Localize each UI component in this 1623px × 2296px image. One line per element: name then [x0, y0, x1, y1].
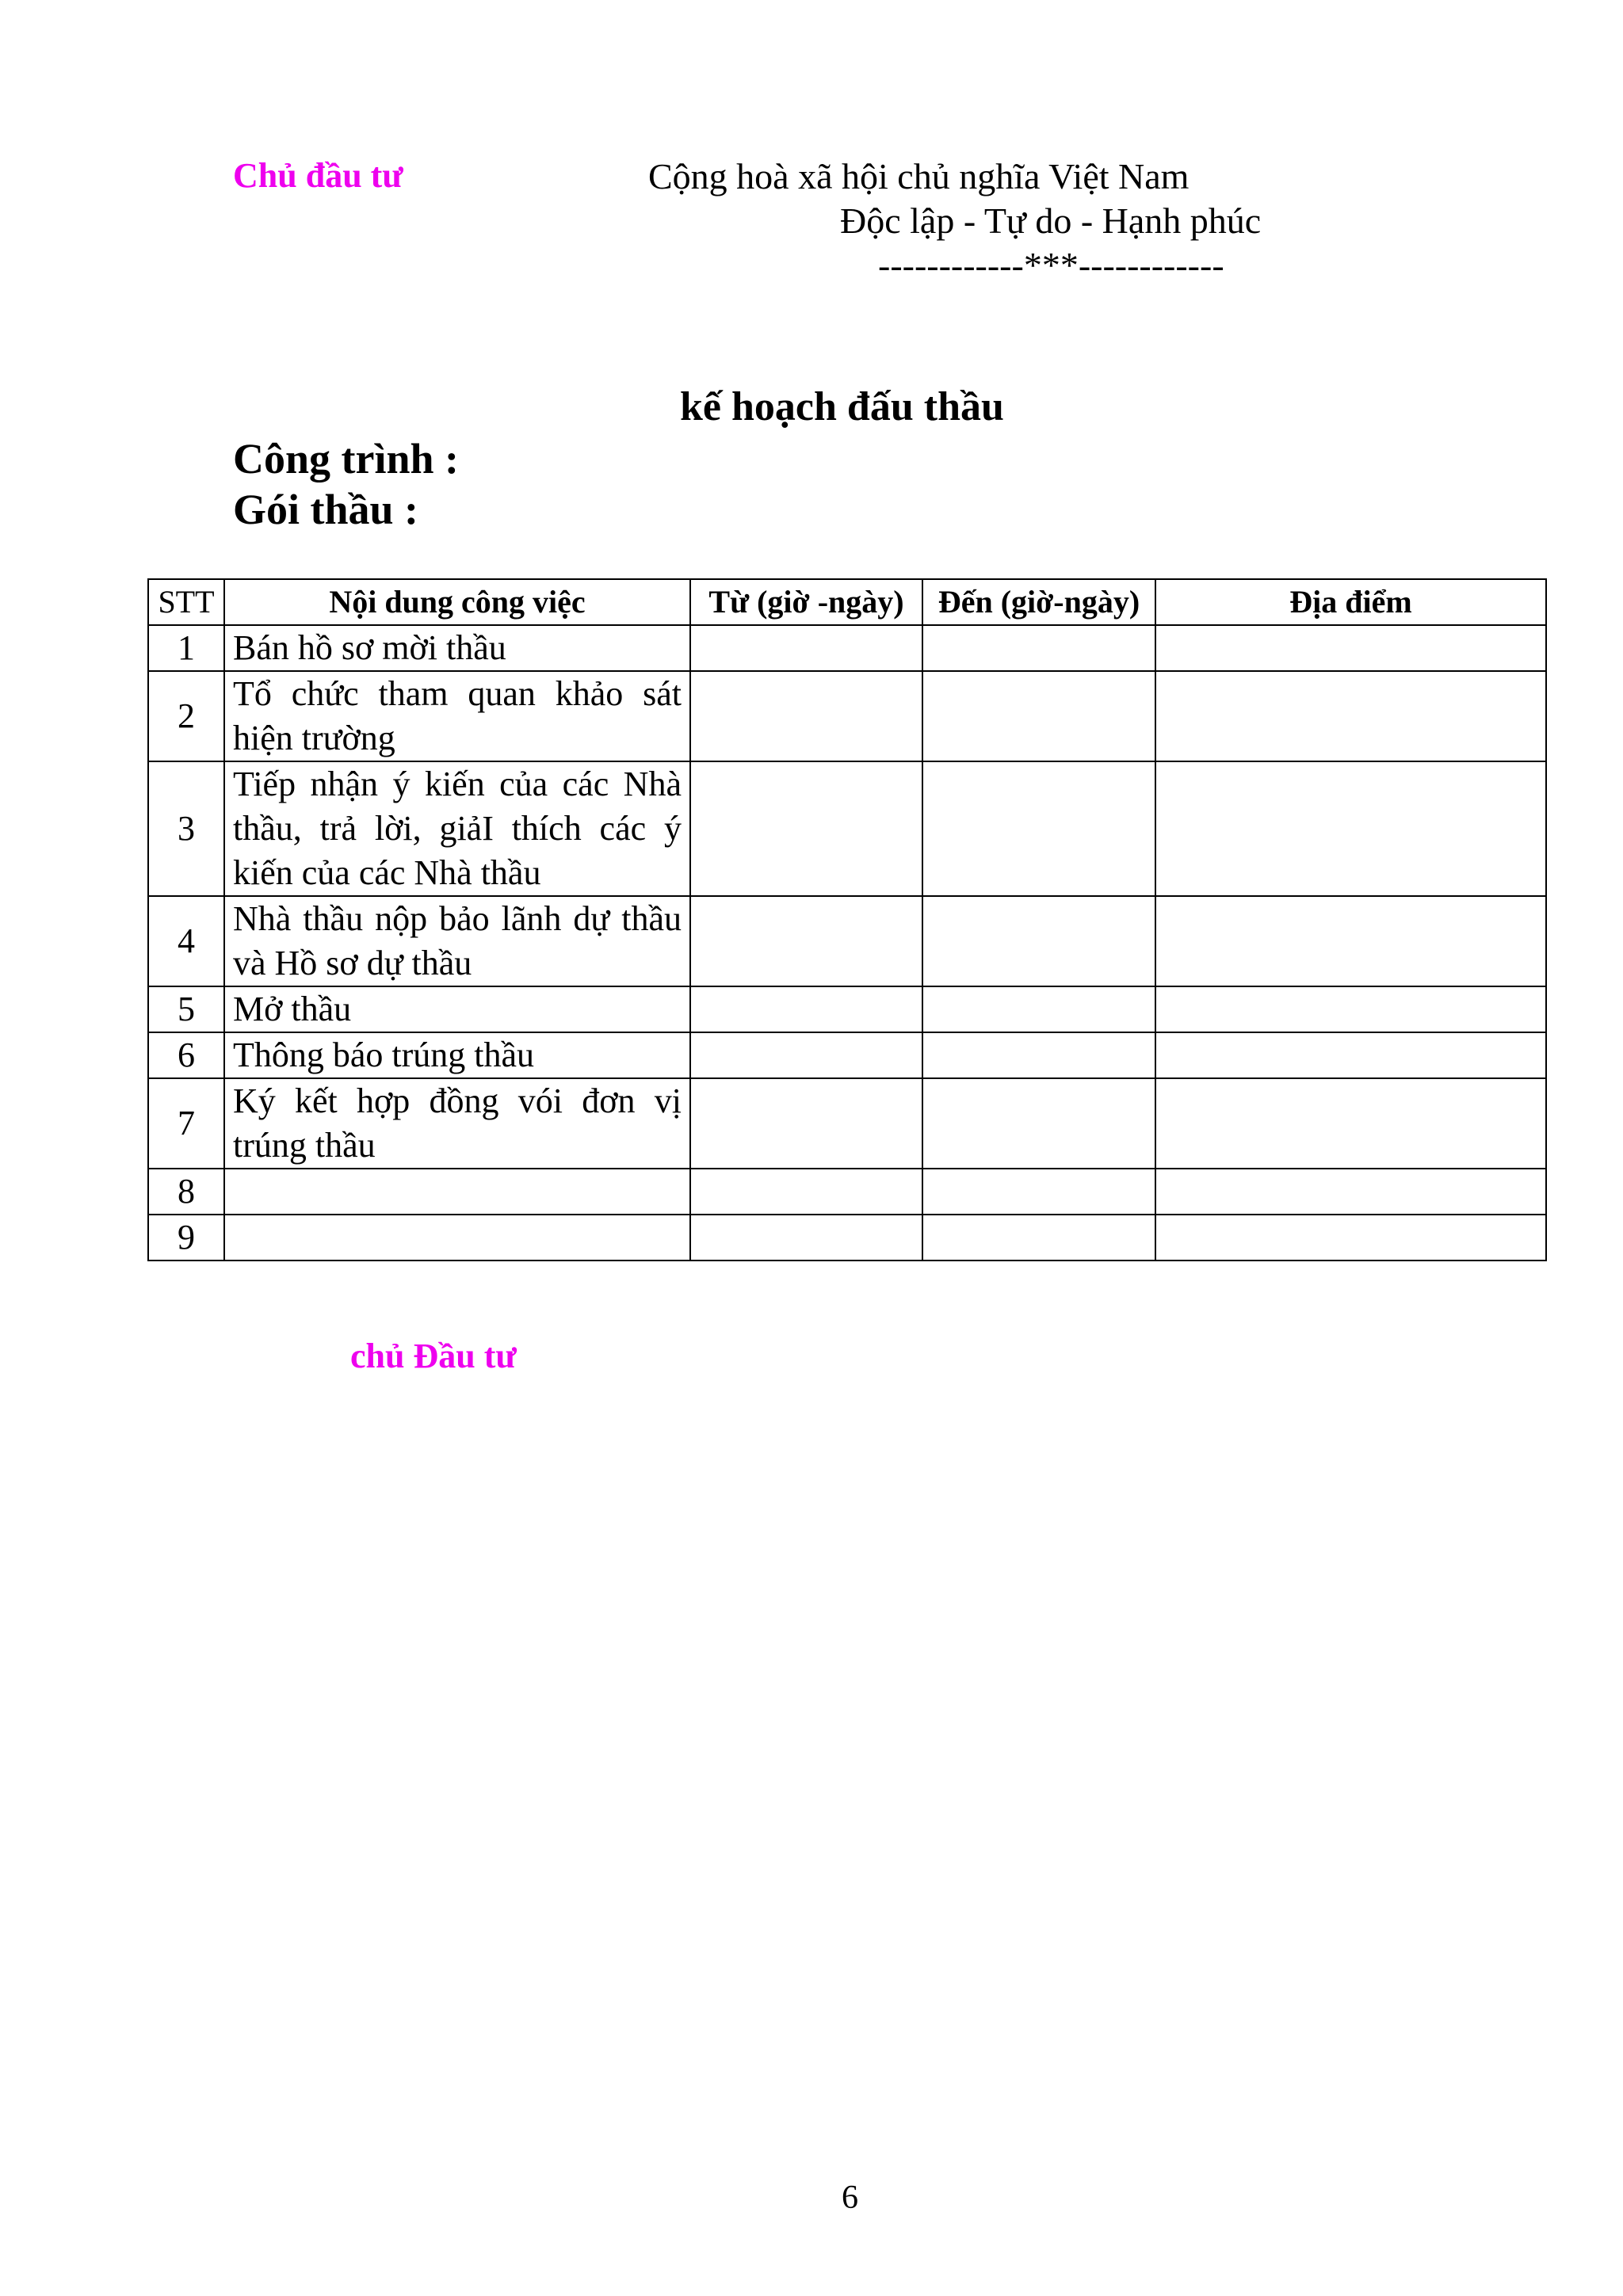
row-to	[922, 1032, 1155, 1078]
row-to	[922, 896, 1155, 986]
row-from	[690, 1169, 922, 1215]
row-task: Ký kết hợp đồng vói đơn vị trúng thầu	[224, 1078, 690, 1169]
national-motto: Độc lập - Tự do - Hạnh phúc	[840, 200, 1262, 241]
row-task: Tiếp nhận ý kiến của các Nhà thầu, trả lời, giảI thích các ý kiến của các Nhà thầu	[224, 761, 690, 896]
row-number: 5	[148, 986, 224, 1032]
row-task	[224, 1169, 690, 1215]
table-row	[148, 1078, 1546, 1169]
row-task: Nhà thầu nộp bảo lãnh dự thầu và Hồ sơ dự thầu	[224, 896, 690, 986]
table-row	[148, 986, 1546, 1032]
row-place	[1155, 1032, 1546, 1078]
column-header-place: Địa điểm	[1155, 579, 1546, 625]
bidding-plan-table	[147, 578, 1547, 1261]
row-task: Bán hồ sơ mời thầu	[224, 625, 690, 671]
table-row	[148, 1169, 1546, 1215]
row-from	[690, 1032, 922, 1078]
row-to	[922, 625, 1155, 671]
document-title: kế hoạch đấu thầu	[680, 384, 1004, 429]
package-label: Gói thầu :	[233, 486, 419, 533]
table-row	[148, 625, 1546, 671]
row-task: Mở thầu	[224, 986, 690, 1032]
column-header-from: Từ (giờ -ngày)	[690, 579, 922, 625]
table-row	[148, 761, 1546, 896]
column-header-task: Nội dung công việc	[224, 579, 690, 625]
row-from	[690, 625, 922, 671]
row-place	[1155, 1169, 1546, 1215]
row-place	[1155, 896, 1546, 986]
column-header-to: Đến (giờ-ngày)	[922, 579, 1155, 625]
row-number: 3	[148, 761, 224, 896]
row-number: 4	[148, 896, 224, 986]
project-label: Công trình :	[233, 435, 460, 482]
row-place	[1155, 671, 1546, 761]
row-place	[1155, 1078, 1546, 1169]
row-task: Thông báo trúng thầu	[224, 1032, 690, 1078]
row-number: 2	[148, 671, 224, 761]
country-name: Cộng hoà xã hội chủ nghĩa Việt Nam	[648, 156, 1190, 196]
table-header-row	[148, 579, 1546, 625]
investor-label: Chủ đầu tư	[233, 156, 403, 195]
page-number: 6	[842, 2180, 858, 2216]
row-to	[922, 1169, 1155, 1215]
row-number: 6	[148, 1032, 224, 1078]
row-place	[1155, 625, 1546, 671]
table-row	[148, 1032, 1546, 1078]
table-row	[148, 671, 1546, 761]
row-to	[922, 1215, 1155, 1261]
row-place	[1155, 986, 1546, 1032]
row-to	[922, 1078, 1155, 1169]
row-place	[1155, 761, 1546, 896]
row-number: 8	[148, 1169, 224, 1215]
row-to	[922, 671, 1155, 761]
row-task: Tổ chức tham quan khảo sát hiện trường	[224, 671, 690, 761]
header-separator: ------------***------------	[878, 245, 1224, 285]
row-from	[690, 986, 922, 1032]
column-header-stt: STT	[148, 579, 224, 625]
row-to	[922, 986, 1155, 1032]
row-number: 1	[148, 625, 224, 671]
row-from	[690, 896, 922, 986]
row-to	[922, 761, 1155, 896]
row-from	[690, 1078, 922, 1169]
row-place	[1155, 1215, 1546, 1261]
row-from	[690, 1215, 922, 1261]
row-from	[690, 761, 922, 896]
table-row	[148, 1215, 1546, 1261]
investor-signature: chủ Đầu tư	[350, 1337, 517, 1375]
row-task	[224, 1215, 690, 1261]
row-from	[690, 671, 922, 761]
table-row	[148, 896, 1546, 986]
row-number: 9	[148, 1215, 224, 1261]
row-number: 7	[148, 1078, 224, 1169]
